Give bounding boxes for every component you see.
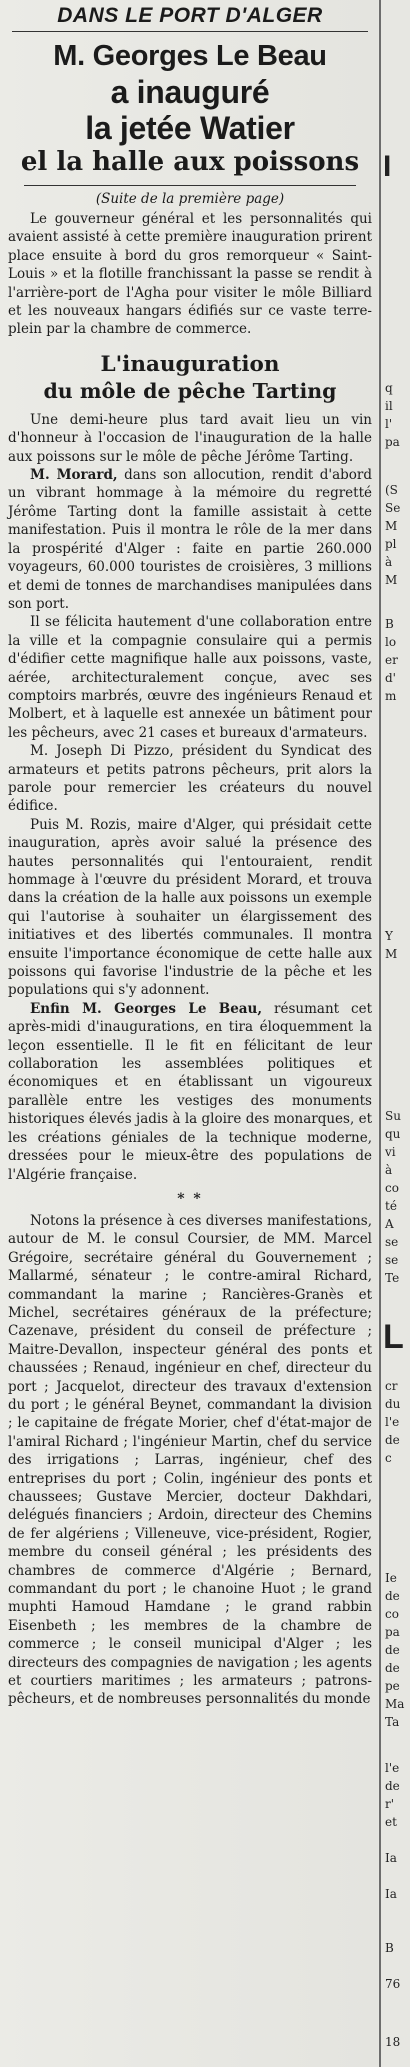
headline-line-2: a inauguré bbox=[110, 74, 270, 110]
column-divider bbox=[379, 0, 381, 2067]
side-fragment: qu bbox=[385, 1127, 401, 1141]
side-fragment: Ie bbox=[385, 1571, 397, 1585]
side-fragment: à bbox=[385, 555, 393, 569]
side-fragment: pa bbox=[385, 1625, 400, 1639]
side-fragment: m bbox=[385, 689, 397, 703]
subhead-line-2: du môle de pêche Tarting bbox=[43, 378, 337, 403]
side-fragment: 76 bbox=[385, 1977, 401, 1991]
continuation-note: (Suite de la première page) bbox=[95, 191, 285, 207]
side-fragment: et bbox=[385, 1815, 397, 1829]
side-fragment: pe bbox=[385, 1679, 400, 1693]
side-fragment: se bbox=[385, 1235, 399, 1249]
side-fragment: il bbox=[385, 399, 393, 413]
headline-line-3: la jetée Watier bbox=[85, 110, 295, 146]
headline-line-1: M. Georges Le Beau bbox=[53, 40, 327, 72]
headline-rule bbox=[24, 185, 356, 186]
side-fragment: se bbox=[385, 1253, 399, 1267]
paragraph-6 bbox=[8, 1000, 372, 1184]
side-fragment: l'e bbox=[385, 1761, 400, 1775]
side-fragment: l'e bbox=[385, 1415, 400, 1429]
side-fragment: lo bbox=[385, 635, 397, 649]
headline-line-4: el la halle aux poissons bbox=[20, 147, 360, 177]
side-fragment: cr bbox=[385, 1379, 398, 1393]
side-fragment: d' bbox=[385, 671, 396, 685]
side-fragment: q bbox=[385, 381, 393, 395]
side-fragment: pa bbox=[385, 435, 400, 449]
side-fragment: M bbox=[385, 573, 398, 587]
section-kicker: DANS LE PORT D'ALGER bbox=[57, 4, 323, 27]
side-fragment: B bbox=[385, 1941, 394, 1955]
side-big-letter-2: L bbox=[383, 1318, 404, 1356]
paragraph-4: M. Joseph Di Pizzo, président du Syndicat des armateurs et petits patrons pêcheurs, prit alors la parole pour remercier les créateurs du nouvel édifice. bbox=[8, 743, 372, 815]
side-fragment: vi bbox=[385, 1145, 396, 1159]
paragraph-2-text: dans son allocution, rendit d'abord un vibrant hommage à la mémoire du regretté Jérôme Tarting dont la famille assistait à cette manifestation. Puis il montra le rôle de la mer dans la prospérité d'Alger : faite en partie 260.000 voyageurs, 60.000 touristes de croisières, 3 millions et demi de tonnes de marchandises manipulées dans son port. bbox=[8, 467, 373, 612]
side-fragment: Ia bbox=[385, 1851, 397, 1865]
side-fragment: Se bbox=[385, 501, 401, 515]
paragraph-6-text: résumant cet après-midi d'inaugurations, en tira éloquemment la leçon essentielle. Il le fit en félicitant de leur collaboration les assemblées politiques et économiques et en établissant un vigoureux parallèle entre les vestiges des monuments historiques élevés jadis à la gloire des monarques, et les créations géniales de la technique moderne, dressées pour le mieux-être des populations de l'Algérie française. bbox=[8, 1000, 373, 1183]
side-fragment: (S bbox=[385, 483, 398, 497]
side-fragment: 18 bbox=[385, 2035, 401, 2049]
side-fragment: Ta bbox=[385, 1715, 400, 1729]
side-fragment: l' bbox=[385, 417, 393, 431]
side-fragment: A bbox=[385, 1217, 394, 1231]
side-fragment: co bbox=[385, 1607, 399, 1621]
side-fragment: Ia bbox=[385, 1887, 397, 1901]
side-fragment: r' bbox=[385, 1797, 395, 1811]
side-fragment: Su bbox=[385, 1109, 401, 1123]
side-fragment: de bbox=[385, 1779, 400, 1793]
side-fragment: à bbox=[385, 1163, 393, 1177]
side-fragment: co bbox=[385, 1181, 399, 1195]
paragraph-5: Puis M. Rozis, maire d'Alger, qui présidait cette inauguration, après avoir salué la présence des hautes personnalités qui l'entouraient, rendit hommage à l'œuvre du président Morard, et trouva dans la création de la halle aux poissons un exemple qui l'autorise à souhaiter un élargissement des initiatives et des libertés communales. Il montra ensuite l'importance économique de cette halle aux poissons qui favorise l'industrie de la pêche et les populations qui s'y adonnent. bbox=[8, 816, 372, 999]
subhead-line-1: L'inauguration bbox=[100, 351, 280, 377]
paragraph-7: Notons la présence à ces diverses manifestations, autour de M. le consul Coursier, de MM. Marcel Grégoire, secrétaire général du Gouvernement ; Mallarmé, sénateur ; le contre-amiral Richard, commandant la marine ; Rancières-Granès et Michel, secrétaires généraux de la préfecture; Cazenave, président du conseil de préfecture ; Maitre-Devallon, inspecteur général des ponts et chaussées ; Renaud, ingénieur en chef, directeur du port ; Jacquelot, directeur des travaux d'extension du port ; le général Beynet, commandant la division ; le capitaine de frégate Morier, chef d'état-major de l'amiral Richard ; l'ingénieur Martin, chef du service des irrigations ; Larras, ingénieur, chef des entreprises du port ; Colin, ingénieur des ponts et chaussees; Gustave Mercier, docteur Dakhdari, delégués financiers ; Ardoin, directeur des Chemins de fer algériens ; Villeneuve, vice-président, Rogier, membre du conseil général ; les présidents des chambres de commerce d'Algérie ; Bernard, commandant du port ; le chanoine Huot ; le grand muphti Hamoud Hamdane ; le grand rabbin Eisenbeth ; les membres de la chambre de commerce ; le conseil municipal d'Alger ; les directeurs des compagnies de navigation ; les agents et courtiers maritimes ; les armateurs ; patrons-pêcheurs, et de nombreuses personnalités du monde bbox=[8, 1212, 372, 1708]
side-fragment: er bbox=[385, 653, 398, 667]
paragraph-3: Il se félicita hautement d'une collaboration entre la ville et la compagnie consulaire qui a permis d'édifier cette magnifique halle aux poissons, vaste, aérée, architecturalement conçue, avec ses comptoirs marbrés, œuvre des ingénieurs Renaud et Molbert, et à laquelle est annexée un bâtiment pour les pêcheurs, avec 21 cases et bureaux d'armateurs. bbox=[8, 614, 372, 741]
paragraph-1: Une demi-heure plus tard avait lieu un vin d'honneur à l'occasion de l'inauguration de la halle aux poissons sur le môle de pêche Jérôme Tarting. bbox=[8, 411, 372, 465]
side-fragment: de bbox=[385, 1433, 400, 1447]
side-fragment: c bbox=[385, 1451, 392, 1465]
side-fragment: de bbox=[385, 1589, 400, 1603]
side-fragment: Y bbox=[385, 929, 393, 943]
side-fragment: Te bbox=[385, 1271, 400, 1285]
side-fragment: M bbox=[385, 947, 398, 961]
top-rule bbox=[12, 31, 368, 32]
paragraph-2 bbox=[8, 466, 372, 613]
side-fragment: du bbox=[385, 1397, 401, 1411]
side-fragment: M bbox=[385, 519, 398, 533]
side-fragment: de bbox=[385, 1643, 400, 1657]
section-separator: * * bbox=[177, 1190, 203, 1207]
paragraph-2-name: M. Morard, bbox=[30, 467, 118, 484]
side-fragment: B bbox=[385, 617, 394, 631]
paragraph-6-name: Enfin M. Georges Le Beau, bbox=[30, 1000, 263, 1017]
side-fragment: té bbox=[385, 1199, 397, 1213]
side-fragment: pl bbox=[385, 537, 397, 551]
side-fragment: Ma bbox=[385, 1697, 405, 1711]
side-fragment: de bbox=[385, 1661, 400, 1675]
intro-paragraph: Le gouverneur général et les personnalités qui avaient assisté à cette première inauguration prirent place ensuite à bord du gros remorqueur « Saint-Louis » et la flotille franchissant la passe se rendit à l'arrière-port de l'Agha pour visiter le môle Billiard et les nouveaux hangars édifiés sur ce vaste terre-plein par la chambre de commerce. bbox=[8, 211, 372, 338]
side-big-letter-1: I bbox=[383, 150, 392, 183]
adjacent-column-fragments bbox=[383, 0, 410, 2067]
